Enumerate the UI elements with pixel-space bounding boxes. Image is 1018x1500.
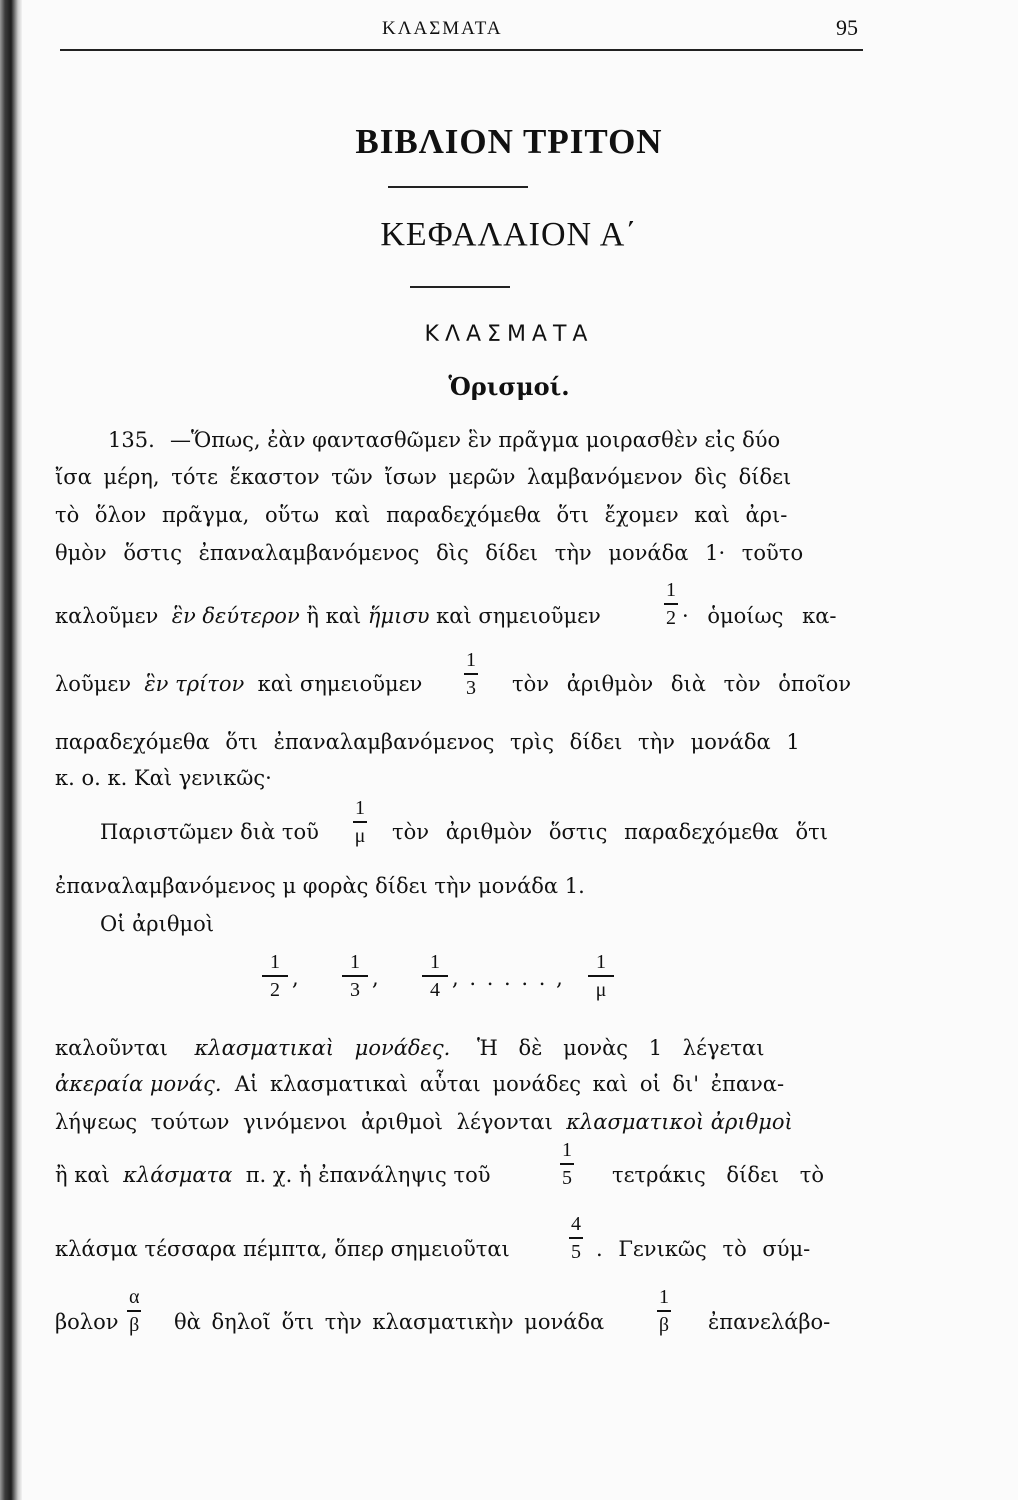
fraction-alpha-over-beta bbox=[127, 1287, 141, 1335]
unit-fraction bbox=[422, 952, 448, 1000]
fraction-denominator: 5 bbox=[562, 1166, 572, 1189]
fraction-denominator: 3 bbox=[466, 676, 476, 699]
italic-term: κλάσματα bbox=[123, 1163, 233, 1187]
text-line: θὰ δηλοῖ ὅτι τὴν κλασματικὴν μονάδα bbox=[174, 1310, 605, 1334]
fraction-denominator: 2 bbox=[270, 978, 280, 1001]
text-line: θμὸν ὅστις ἐπαναλαμβανόμενος δὶς δίδει τὴν μονάδα 1· τοῦτο bbox=[55, 541, 804, 565]
fraction-numerator: 1 bbox=[596, 951, 606, 973]
text-line bbox=[55, 1163, 491, 1187]
text-segment: καὶ σημειοῦμεν bbox=[436, 604, 601, 628]
fraction-denominator: 5 bbox=[571, 1240, 581, 1263]
italic-term: ἓν τρίτον bbox=[144, 672, 245, 696]
text-line: τὸ ὅλον πρᾶγμα, οὕτω καὶ παραδεχόμεθα ὅτι ἔχομεν καὶ ἀρι- bbox=[55, 503, 788, 527]
fraction-numerator: 1 bbox=[466, 649, 476, 671]
unit-fraction bbox=[588, 952, 614, 1000]
book-title: ΒΙΒΛΙΟΝ ΤΡΙΤΟΝ bbox=[355, 122, 663, 161]
text-segment: λήψεως τούτων γινόμενοι ἀριθμοὶ λέγονται bbox=[55, 1110, 553, 1134]
fraction-numerator: 1 bbox=[562, 1139, 572, 1161]
fraction-four-fifths bbox=[569, 1214, 583, 1262]
fraction-numerator: 1 bbox=[659, 1286, 669, 1308]
fraction-denominator: 2 bbox=[666, 606, 676, 629]
text-segment: π. χ. ἡ ἐπανάληψις τοῦ bbox=[245, 1163, 491, 1187]
fraction-numerator: 4 bbox=[571, 1213, 581, 1235]
text-segment: ἢ καὶ bbox=[306, 604, 362, 628]
text-line: . Γενικῶς τὸ σύμ- bbox=[596, 1237, 811, 1261]
text-segment: Ἡ δὲ μονὰς 1 λέγεται bbox=[476, 1036, 765, 1060]
text-line: τὸν ἀριθμὸν ὅστις παραδεχόμεθα ὅτι bbox=[392, 820, 829, 844]
text-line: κ. ο. κ. Καὶ γενικῶς· bbox=[55, 766, 272, 790]
fraction-denominator: β bbox=[129, 1313, 140, 1336]
fraction-denominator: 3 bbox=[350, 978, 360, 1001]
italic-term: ἥμισυ bbox=[367, 604, 430, 628]
text-line: βολον bbox=[55, 1310, 119, 1334]
text-segment: καλοῦνται bbox=[55, 1036, 168, 1060]
unit-fraction bbox=[262, 952, 288, 1000]
text-line: τετράκις δίδει τὸ bbox=[612, 1163, 825, 1187]
text-line: ἴσα μέρη, τότε ἕκαστον τῶν ἴσων μερῶν λαμβανόμενον δὶς δίδει bbox=[55, 465, 792, 489]
text-line: κλάσμα τέσσαρα πέμπτα, ὅπερ σημειοῦται bbox=[55, 1237, 510, 1261]
fraction-denominator: μ bbox=[354, 824, 366, 847]
text-line: Οἱ ἀριθμοὶ bbox=[100, 912, 215, 936]
fraction-one-third bbox=[464, 650, 478, 698]
running-header-title: ΚΛΑΣΜΑΤΑ bbox=[382, 18, 503, 39]
title-divider bbox=[388, 186, 528, 188]
text-line bbox=[170, 428, 852, 452]
italic-term: ἓν δεύτερον bbox=[171, 604, 300, 628]
text-segment: λοῦμεν bbox=[55, 672, 132, 696]
fraction-denominator: β bbox=[658, 1313, 670, 1336]
fraction-numerator: 1 bbox=[270, 951, 280, 973]
text-segment: ἢ καὶ bbox=[55, 1163, 110, 1187]
text-line bbox=[55, 672, 422, 696]
text-line bbox=[55, 604, 601, 628]
italic-term: κλασματικοὶ ἀριθμοὶ bbox=[566, 1110, 793, 1134]
paragraph-number: 135. bbox=[108, 428, 155, 452]
fraction-numerator: α bbox=[129, 1286, 140, 1308]
fraction-one-over-mu bbox=[353, 798, 367, 846]
text-segment: καὶ σημειοῦμεν bbox=[257, 672, 423, 696]
text-line-content: —Ὅπως, ἐὰν φαντασθῶμεν ἓν πρᾶγμα μοιρασθὲν εἰς δύο bbox=[170, 428, 781, 452]
subsection-title: Ὁρισμοί. bbox=[448, 372, 570, 401]
fraction-one-half bbox=[664, 580, 678, 628]
italic-term: κλασματικαὶ μονάδες. bbox=[194, 1036, 451, 1060]
text-line: ἐπαναλαμβανόμενος μ φορὰς δίδει τὴν μονάδα 1. bbox=[55, 874, 585, 898]
chapter-title: ΚΕΦΑΛΑΙΟΝ Α΄ bbox=[380, 216, 638, 253]
text-line: · ὁμοίως κα- bbox=[682, 604, 837, 628]
section-title: ΚΛΑΣΜΑΤΑ bbox=[424, 322, 594, 347]
text-line bbox=[55, 1072, 784, 1096]
comma-separator: , bbox=[292, 966, 299, 990]
fraction-numerator: 1 bbox=[350, 951, 360, 973]
ellipsis-separator: , . . . . . , bbox=[452, 966, 565, 990]
unit-fraction bbox=[342, 952, 368, 1000]
fraction-numerator: 1 bbox=[666, 579, 676, 601]
text-line: τὸν ἀριθμὸν διὰ τὸν ὁποῖον bbox=[512, 672, 852, 696]
fraction-one-over-beta bbox=[657, 1287, 671, 1335]
text-segment: καλοῦμεν bbox=[55, 604, 159, 628]
text-line: παραδεχόμεθα ὅτι ἐπαναλαμβανόμενος τρὶς δίδει τὴν μονάδα 1 bbox=[55, 730, 800, 754]
page-number: 95 bbox=[836, 15, 858, 40]
fraction-numerator: 1 bbox=[355, 797, 365, 819]
fraction-numerator: 1 bbox=[430, 951, 440, 973]
italic-term: ἀκεραία μονάς. bbox=[55, 1072, 222, 1096]
fraction-one-fifth bbox=[560, 1140, 574, 1188]
text-line bbox=[55, 1110, 793, 1134]
header-rule bbox=[60, 49, 863, 51]
text-line: ἐπανελάβο- bbox=[708, 1310, 831, 1334]
fraction-denominator: μ bbox=[595, 978, 607, 1001]
text-segment: Αἱ κλασματικαὶ αὗται μονάδες καὶ οἱ δι' ἐπανα- bbox=[234, 1072, 785, 1096]
chapter-divider bbox=[410, 286, 510, 288]
text-line bbox=[55, 1036, 764, 1060]
text-line: Παριστῶμεν διὰ τοῦ bbox=[100, 820, 319, 844]
fraction-denominator: 4 bbox=[430, 978, 440, 1001]
comma-separator: , bbox=[372, 966, 379, 990]
